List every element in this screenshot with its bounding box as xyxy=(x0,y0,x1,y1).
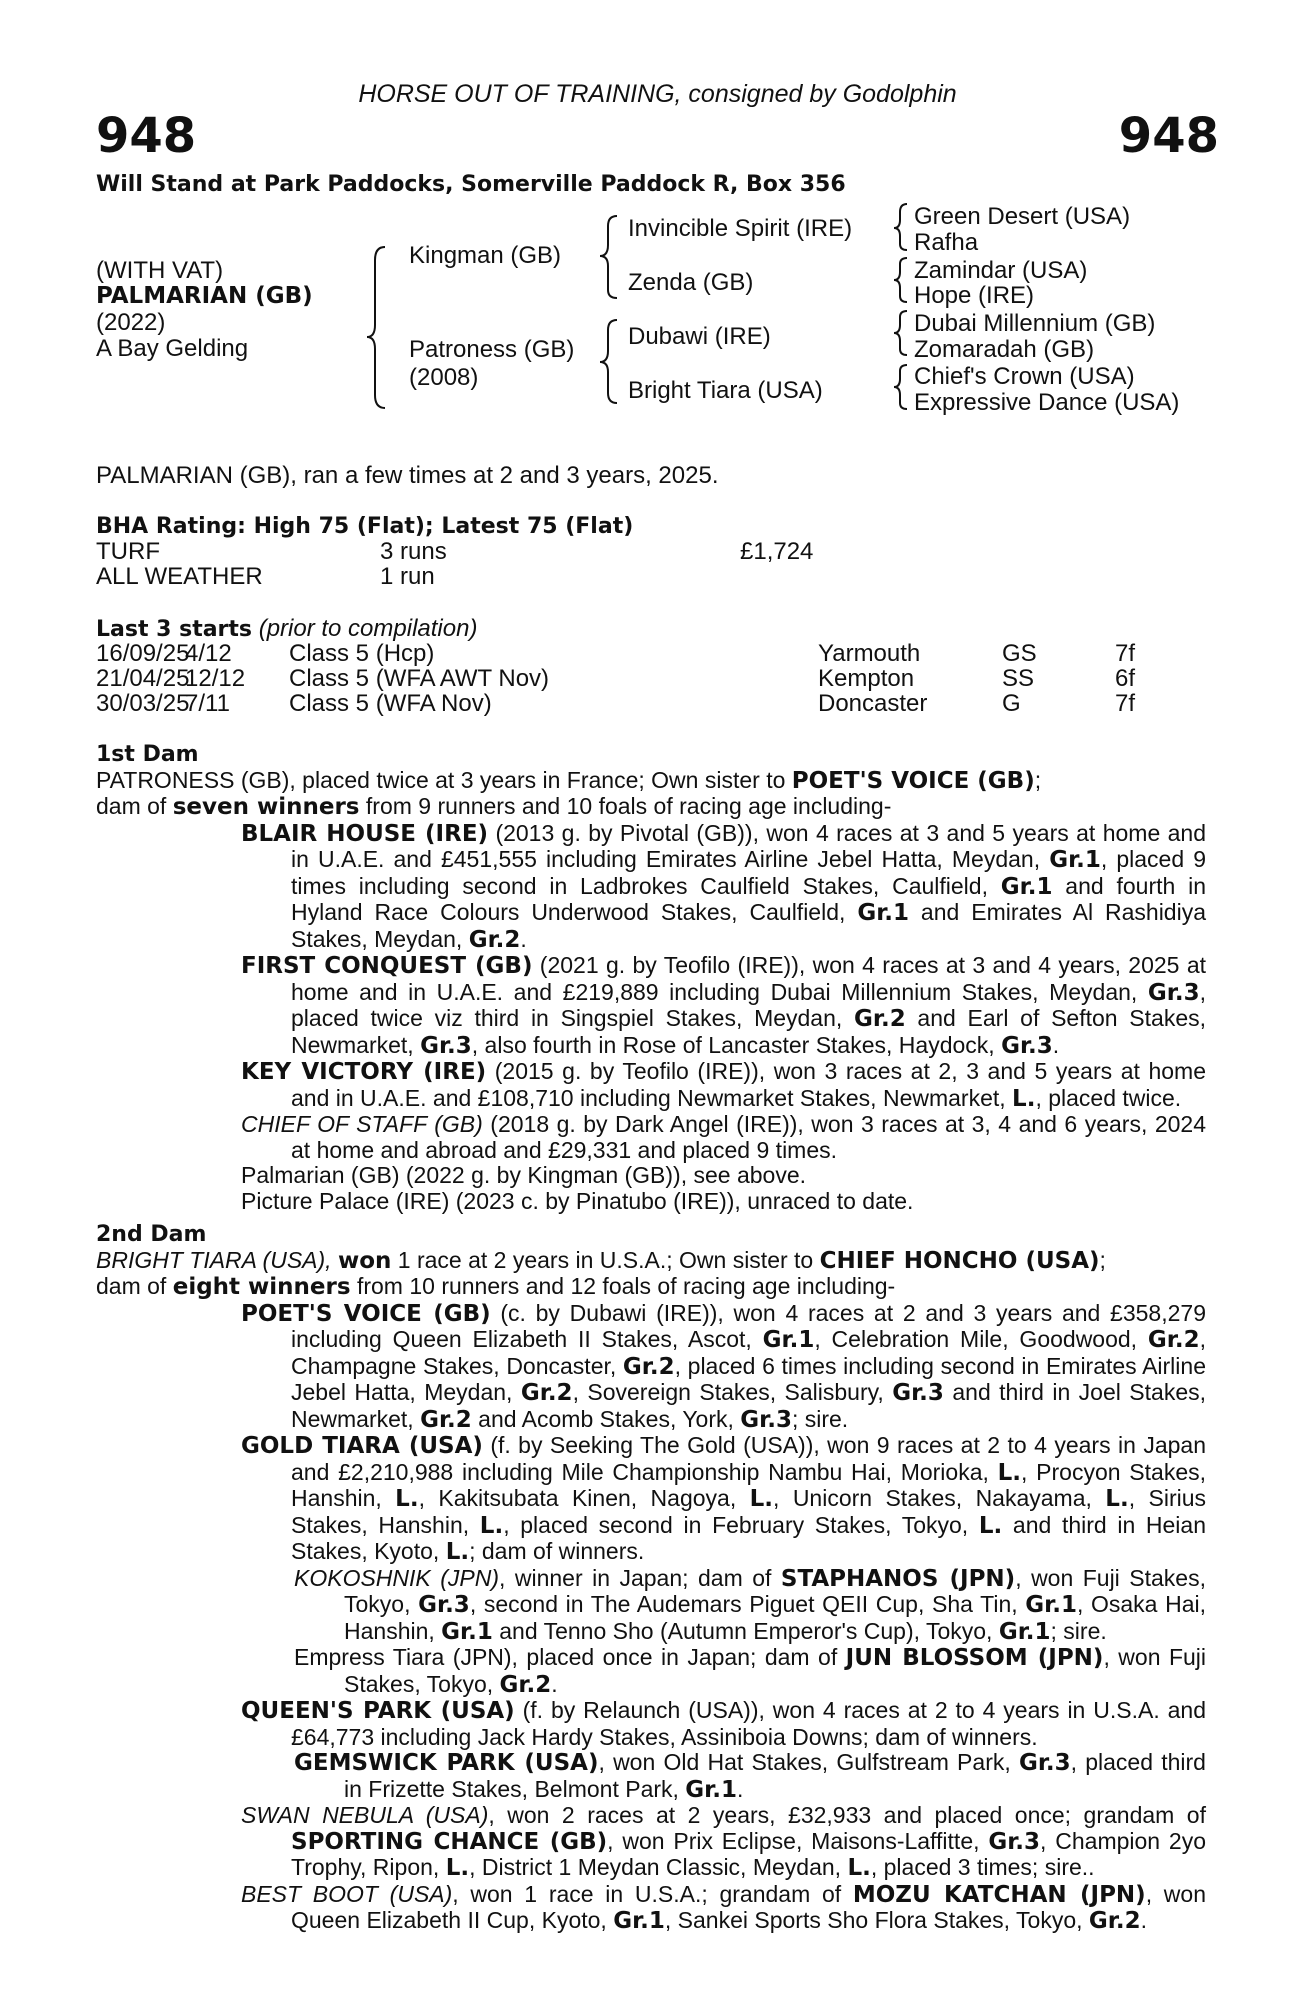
sire-sire: Invincible Spirit (IRE) xyxy=(628,215,853,242)
progeny-name: GOLD TIARA (USA) xyxy=(241,1433,483,1459)
dam-sire: Dubawi (IRE) xyxy=(628,323,771,350)
winner-count: eight winners xyxy=(172,1274,351,1300)
progeny-entry: SWAN NEBULA (USA), won 2 races at 2 years, £32,933 and placed once; grandam of SPORTING CHANCE (GB), won Prix Eclipse, Maisons-Laffitte, Gr.3, Champion 2yo Trophy, Ripon, L., District 1 Meydan Classic, Meydan, L., placed 3 times; sire.. xyxy=(241,1802,1207,1881)
first-dam-title: 1st Dam xyxy=(96,742,199,767)
progeny-entry: CHIEF OF STAFF (GB) (2018 g. by Dark Angel (IRE)), won 3 races at 3, 4 and 6 years, 2024 at home and abroad and £29,331 and placed 9 times. xyxy=(241,1111,1206,1163)
brace-sd xyxy=(894,258,907,302)
start-going: GS xyxy=(1002,640,1037,667)
dam-sire-dam: Zomaradah (GB) xyxy=(914,336,1095,363)
brother-name: CHIEF HONCHO (USA) xyxy=(819,1247,1100,1274)
progeny-name: SWAN NEBULA (USA) xyxy=(241,1802,489,1828)
sire-dam-dam: Hope (IRE) xyxy=(914,282,1035,309)
start-distance: 7f xyxy=(1115,640,1136,667)
progeny-name: FIRST CONQUEST (GB) xyxy=(241,953,533,979)
start-going: SS xyxy=(1002,665,1035,692)
start-position: 12/12 xyxy=(185,665,246,692)
progeny-name: CHIEF OF STAFF (GB) xyxy=(241,1111,483,1137)
rating-surface-turf: TURF xyxy=(96,538,160,565)
second-dam-section xyxy=(96,1222,1206,1935)
last-starts-heading xyxy=(96,616,477,642)
rating-runs-aw: 1 run xyxy=(380,563,435,590)
stand-location: Will Stand at Park Paddocks, Somerville Paddock R, Box 356 xyxy=(96,172,846,197)
sire-sire-dam: Rafha xyxy=(914,229,979,256)
progeny-name: POET'S VOICE (GB) xyxy=(241,1300,491,1327)
sire-dam-sire: Zamindar (USA) xyxy=(914,257,1088,284)
horse-description: A Bay Gelding xyxy=(96,335,249,362)
last-starts-subtitle: (prior to compilation) xyxy=(258,615,478,642)
dam-sire-sire: Dubai Millennium (GB) xyxy=(914,310,1156,337)
progeny-name: QUEEN'S PARK (USA) xyxy=(241,1698,515,1724)
consignment-header: HORSE OUT OF TRAINING, consigned by Godolphin xyxy=(358,80,957,108)
start-distance: 7f xyxy=(1115,690,1136,717)
rating-surface-aw: ALL WEATHER xyxy=(96,563,263,590)
start-class: Class 5 (WFA AWT Nov) xyxy=(289,665,550,692)
start-position: 7/11 xyxy=(185,690,230,717)
brace-ss xyxy=(894,204,907,250)
progeny-entry: KEY VICTORY (IRE) (2015 g. by Teofilo (IRE)), won 3 races at 2, 3 and 5 years at home and in U.A.E. and £108,710 including Newmarket Stakes, Newmarket, L., placed twice. xyxy=(241,1058,1206,1112)
grand-progeny-entry: Empress Tiara (JPN), placed once in Japan; dam of JUN BLOSSOM (JPN), won Fuji Stakes, Tokyo, Gr.2. xyxy=(294,1644,1207,1698)
sire-sire-sire: Green Desert (USA) xyxy=(914,203,1131,230)
progeny-entry: POET'S VOICE (GB) (c. by Dubawi (IRE)), won 4 races at 2 and 3 years and £358,279 including Queen Elizabeth II Stakes, Ascot, Gr.1, Celebration Mile, Goodwood, Gr.2, Champagne Stakes, Doncaster, Gr.2, placed 6 times including second in Emirates Airline Jebel Hatta, Meydan, Gr.2, Sovereign Stakes, Salisbury, Gr.3 and third in Joel Stakes, Newmarket, Gr.2 and Acomb Stakes, York, Gr.3; sire. xyxy=(241,1299,1207,1433)
dam-dam-dam: Expressive Dance (USA) xyxy=(914,389,1180,416)
progeny-entry: FIRST CONQUEST (GB) (2021 g. by Teofilo (IRE)), won 4 races at 3 and 4 years, 2025 at home and in U.A.E. and £219,889 including Dubai Millennium Stakes, Meydan, Gr.3, placed twice viz third in Singspiel Stakes, Meydan, Gr.2 and Earl of Sefton Stakes, Newmarket, Gr.3, also fourth in Rose of Lancaster Stakes, Haydock, Gr.3. xyxy=(241,952,1206,1059)
race-summary: PALMARIAN (GB), ran a few times at 2 and 3 years, 2025. xyxy=(96,462,719,489)
start-course: Yarmouth xyxy=(818,640,921,667)
progeny-entry: BEST BOOT (USA), won 1 race in U.S.A.; grandam of MOZU KATCHAN (JPN), won Queen Elizabeth II Cup, Kyoto, Gr.1, Sankei Sports Sho Flora Stakes, Tokyo, Gr.2. xyxy=(241,1880,1207,1934)
dam-dam: Bright Tiara (USA) xyxy=(628,377,823,404)
second-dam-intro-2: dam of eight winners from 10 runners and 12 foals of racing age including- xyxy=(96,1273,896,1300)
progeny-entry: GOLD TIARA (USA) (f. by Seeking The Gold (USA)), won 9 races at 2 to 4 years in Japan and £2,210,988 including Mile Championship Nambu Hai, Morioka, L., Procyon Stakes, Hanshin, L., Kakitsubata Kinen, Nagoya, L., Unicorn Stakes, Nakayama, L., Sirius Stakes, Hanshin, L., placed second in February Stakes, Tokyo, L. and third in Heian Stakes, Kyoto, L.; dam of winners. xyxy=(241,1432,1206,1565)
rating-prize-turf: £1,724 xyxy=(740,538,814,565)
progeny-entry: Palmarian (GB) (2022 g. by Kingman (GB)), see above. xyxy=(241,1162,807,1188)
progeny-name: BEST BOOT (USA) xyxy=(241,1880,453,1907)
brace-main xyxy=(367,247,385,408)
progeny-name: BLAIR HOUSE (IRE) xyxy=(241,820,489,847)
start-distance: 6f xyxy=(1115,665,1136,692)
start-course: Doncaster xyxy=(818,690,928,717)
start-date: 21/04/25 xyxy=(96,665,190,692)
brace-ds xyxy=(894,311,907,355)
bha-rating-title: BHA Rating: High 75 (Flat); Latest 75 (Flat) xyxy=(96,514,634,539)
progeny-name: KOKOSHNIK (JPN) xyxy=(294,1564,499,1591)
start-date: 30/03/25 xyxy=(96,690,190,717)
horse-name: PALMARIAN (GB) xyxy=(96,283,313,309)
sire-name: Kingman (GB) xyxy=(409,242,562,269)
first-dam-intro: PATRONESS (GB), placed twice at 3 years in France; Own sister to POET'S VOICE (GB); xyxy=(96,766,1042,794)
dam-dam-sire: Chief's Crown (USA) xyxy=(914,363,1135,390)
second-dam-intro: BRIGHT TIARA (USA), won 1 race at 2 years in U.S.A.; Own sister to CHIEF HONCHO (USA); xyxy=(96,1246,1106,1274)
grand-progeny-entry: KOKOSHNIK (JPN), winner in Japan; dam of STAPHANOS (JPN), won Fuji Stakes, Tokyo, Gr.3, second in The Audemars Piguet QEII Cup, Sha Tin, Gr.1, Osaka Hai, Hanshin, Gr.1 and Tenno Sho (Autumn Emperor's Cup), Tokyo, Gr.1; sire. xyxy=(294,1564,1207,1645)
grand-progeny-entry: GEMSWICK PARK (USA), won Old Hat Stakes, Gulfstream Park, Gr.3, placed third in Frizette Stakes, Belmont Park, Gr.1. xyxy=(294,1749,1206,1803)
progeny-entry: BLAIR HOUSE (IRE) (2013 g. by Pivotal (GB)), won 4 races at 3 and 5 years at home and in U.A.E. and £451,555 including Emirates Airline Jebel Hatta, Meydan, Gr.1, placed 9 times including second in Ladbrokes Caulfield Stakes, Caulfield, Gr.1 and fourth in Hyland Race Colours Underwood Stakes, Caulfield, Gr.1 and Emirates Al Rashidiya Stakes, Meydan, Gr.2. xyxy=(241,819,1207,953)
start-course: Kempton xyxy=(818,665,915,692)
horse-year: (2022) xyxy=(96,309,166,336)
brace-dd xyxy=(894,365,907,409)
start-position: 4/12 xyxy=(185,640,232,667)
second-dam-title: 2nd Dam xyxy=(96,1222,207,1247)
first-dam-intro-2: dam of seven winners from 9 runners and 10 foals of racing age including- xyxy=(96,793,892,820)
sire-dam: Zenda (GB) xyxy=(628,269,754,296)
lot-number-left: 948 xyxy=(96,108,197,164)
start-going: G xyxy=(1002,690,1021,717)
progeny-name: GEMSWICK PARK (USA) xyxy=(294,1750,599,1776)
dam-year: (2008) xyxy=(409,364,479,391)
brace-dam xyxy=(600,320,617,403)
start-class: Class 5 (WFA Nov) xyxy=(289,690,492,717)
winner-count: seven winners xyxy=(172,794,360,820)
last-starts-title: Last 3 starts xyxy=(96,617,253,642)
brace-sire xyxy=(600,216,617,298)
progeny-entry: QUEEN'S PARK (USA) (f. by Relaunch (USA)), won 4 races at 2 to 4 years in U.S.A. and £64,773 including Jack Hardy Stakes, Assiniboia Downs; dam of winners. xyxy=(241,1697,1206,1750)
brother-name: POET'S VOICE (GB) xyxy=(791,767,1035,794)
start-date: 16/09/25 xyxy=(96,640,190,667)
progeny-entry: Picture Palace (IRE) (2023 c. by Pinatubo (IRE)), unraced to date. xyxy=(241,1187,914,1214)
vat-note: (WITH VAT) xyxy=(96,257,224,284)
progeny-name: KEY VICTORY (IRE) xyxy=(241,1059,487,1085)
dam-name: Patroness (GB) xyxy=(409,336,575,363)
rating-runs-turf: 3 runs xyxy=(380,538,447,565)
start-class: Class 5 (Hcp) xyxy=(289,640,435,667)
first-dam-section xyxy=(96,742,1206,1214)
lot-number-right: 948 xyxy=(1118,108,1219,164)
